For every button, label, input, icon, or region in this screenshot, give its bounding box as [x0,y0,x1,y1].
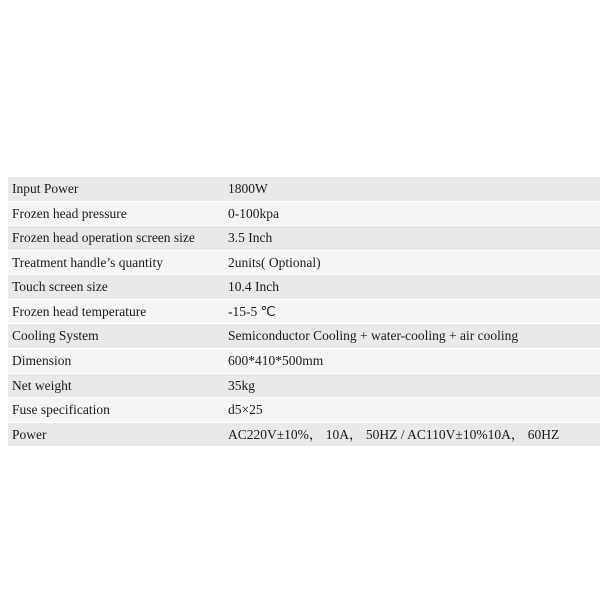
table-row [8,299,600,324]
table-row [8,422,600,447]
spec-value: 1800W [224,176,600,201]
spec-label: Net weight [8,373,224,398]
table-row [8,398,600,423]
spec-value: Semiconductor Cooling + water-cooling + air cooling [224,324,600,349]
table-row [8,275,600,300]
table-row [8,348,600,373]
table-row [8,226,600,251]
spec-label: Frozen head temperature [8,299,224,324]
spec-label: Power [8,422,224,447]
spec-value: 10.4 Inch [224,275,600,300]
spec-label: Fuse specification [8,398,224,423]
specification-table-container [8,175,592,448]
spec-label: Cooling System [8,324,224,349]
spec-value: AC220V±10%， 10A， 50HZ / AC110V±10%10A， 60HZ [224,422,600,447]
table-row [8,373,600,398]
spec-value: 35kg [224,373,600,398]
table-row [8,176,600,201]
spec-label: Frozen head pressure [8,201,224,226]
spec-value: 0-100kpa [224,201,600,226]
spec-value: 3.5 Inch [224,226,600,251]
spec-label: Dimension [8,348,224,373]
spec-label: Input Power [8,176,224,201]
specification-table-body [8,176,600,447]
table-row [8,201,600,226]
spec-label: Treatment handle’s quantity [8,250,224,275]
spec-label: Frozen head operation screen size [8,226,224,251]
spec-value: -15-5 ℃ [224,299,600,324]
spec-label: Touch screen size [8,275,224,300]
table-row [8,324,600,349]
spec-value: 2units( Optional) [224,250,600,275]
table-row [8,250,600,275]
specification-table [8,175,600,448]
spec-value: 600*410*500mm [224,348,600,373]
spec-value: d5×25 [224,398,600,423]
